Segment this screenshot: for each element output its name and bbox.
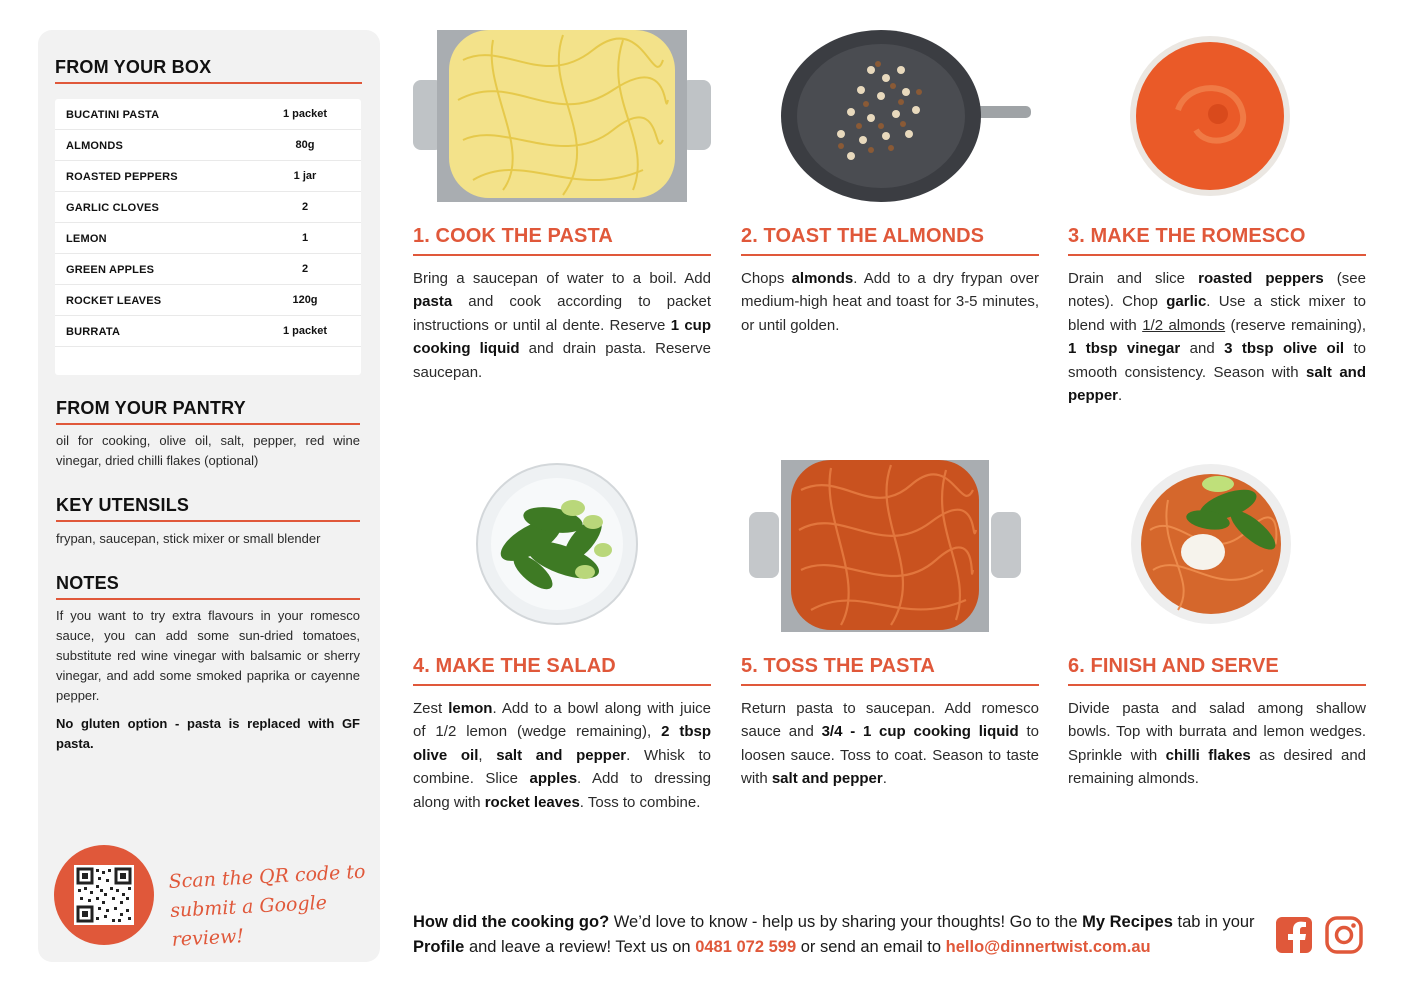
table-row — [55, 192, 361, 223]
body-text: . Use a stick mixer to blend with — [1068, 293, 1366, 334]
bold-ingredient: 3 tbsp olive oil — [1224, 340, 1345, 358]
body-text: Drain and slice — [1068, 270, 1199, 287]
ingredient-name: GREEN APPLES — [66, 264, 155, 276]
ingredient-name: ROCKET LEAVES — [66, 295, 162, 307]
bold-ingredient: salt and pepper — [1068, 363, 1366, 405]
step-body — [741, 267, 1039, 337]
phone-link[interactable]: 0481 072 599 — [695, 938, 797, 956]
body-text: Zest — [413, 700, 449, 717]
body-text: . Whisk to combine. Slice — [413, 746, 711, 788]
step-title-rule — [413, 254, 711, 256]
body-text: . Add to a dry frypan over medium-high heat and toast for 3-5 minutes, or until golden. — [741, 270, 1040, 334]
bold-ingredient: rocket leaves — [484, 793, 580, 811]
step-body — [741, 697, 1039, 791]
ingredient-qty: 120g — [292, 294, 318, 306]
bold-ingredient: pasta — [413, 293, 453, 311]
step-title-rule — [1068, 684, 1366, 686]
body-text: . — [882, 770, 887, 788]
utensils-text: frypan, saucepan, stick mixer or small blender — [56, 531, 321, 546]
from-your-pantry-heading: FROM YOUR PANTRY — [56, 398, 246, 418]
ingredient-name: GARLIC CLOVES — [66, 202, 160, 214]
footer-question: How did the cooking go? — [413, 913, 610, 931]
sauced-pasta-pot-photo — [741, 460, 1039, 632]
step-title: 3. MAKE THE ROMESCO — [1068, 225, 1306, 247]
my-recipes-link[interactable]: My Recipes — [1082, 913, 1173, 931]
qr-caption-line2: submit a Google review! — [169, 891, 328, 951]
table-row — [55, 316, 361, 347]
plated-dish-photo — [1068, 460, 1366, 632]
step-body — [413, 697, 711, 814]
step-title-rule — [1068, 254, 1366, 256]
step-body — [413, 267, 711, 384]
body-text: Return pasta to saucepan. Add romesco sauce and — [741, 700, 1039, 741]
ingredient-name: BUCATINI PASTA — [66, 109, 160, 121]
qr-badge[interactable] — [54, 845, 154, 945]
table-row — [55, 161, 361, 192]
qr-code-icon — [74, 865, 134, 925]
gluten-option-text: No gluten option - pasta is replaced with GF pasta. — [56, 716, 360, 751]
notes-text: If you want to try extra flavours in your romesco sauce, you can add some sun-dried tomatoes, substitute red wine vinegar with balsamic or sherry vinegar, and add some smoked paprika or cayenne pepper. — [56, 608, 360, 703]
step-title: 5. TOSS THE PASTA — [741, 655, 935, 677]
body-text: and drain pasta. Reserve saucepan. — [413, 340, 711, 381]
bold-ingredient: chilli flakes — [1165, 746, 1251, 764]
table-row — [55, 223, 361, 254]
pantry-text: oil for cooking, olive oil, salt, pepper, red wine vinegar, dried chilli flakes (optional) — [56, 433, 360, 468]
bold-ingredient: salt and pepper — [771, 770, 883, 788]
body-text: and cook according to packet instructions or until al dente. Reserve — [413, 293, 711, 334]
body-text: , — [478, 746, 497, 764]
profile-link[interactable]: Profile — [413, 938, 465, 956]
step-title-rule — [741, 254, 1039, 256]
utensils-heading-rule — [56, 520, 360, 522]
step-title: 1. COOK THE PASTA — [413, 225, 613, 247]
body-text: as desired and remaining almonds. — [1068, 746, 1367, 788]
body-text: . Add to dressing along with — [413, 770, 711, 811]
bold-ingredient: almonds — [791, 270, 854, 287]
bold-ingredient: garlic — [1166, 293, 1207, 311]
body-text: Bring a saucepan of water to a boil. Add — [413, 270, 711, 287]
romesco-bowl-photo — [1068, 30, 1366, 202]
box-ingredients-table — [55, 99, 361, 375]
qr-caption-line1: Scan the QR code to — [168, 860, 366, 893]
key-utensils-heading: KEY UTENSILS — [56, 495, 190, 515]
body-text: . — [1118, 387, 1123, 405]
table-row — [55, 254, 361, 285]
step-title: 6. FINISH AND SERVE — [1068, 655, 1279, 677]
box-heading-rule — [55, 82, 362, 84]
frypan-almonds-photo — [741, 30, 1039, 202]
body-text: to loosen sauce. Toss to coat. Season to taste with — [741, 723, 1040, 788]
ingredient-qty: 80g — [295, 139, 315, 151]
body-text: . Add to a bowl along with juice of 1/2 lemon (wedge remaining), — [413, 700, 711, 741]
step-title: 4. MAKE THE SALAD — [413, 655, 616, 677]
step-body — [1068, 267, 1366, 407]
ingredient-qty: 1 packet — [282, 108, 328, 120]
ingredient-qty: 2 — [301, 263, 309, 275]
body-text: and — [1180, 340, 1225, 358]
ingredient-name: ROASTED PEPPERS — [66, 171, 178, 183]
ingredient-name: BURRATA — [66, 326, 121, 338]
table-row — [55, 130, 361, 161]
underlined-text: 1/2 almonds — [1142, 316, 1226, 334]
ingredient-name: ALMONDS — [66, 140, 124, 152]
facebook-icon[interactable] — [1275, 916, 1313, 954]
bold-ingredient: salt and pepper — [496, 746, 627, 764]
pasta-pot-photo — [413, 30, 711, 202]
step-title: 2. TOAST THE ALMONDS — [741, 225, 985, 247]
qr-caption — [168, 858, 372, 955]
bold-ingredient: roasted peppers — [1198, 270, 1324, 287]
bold-ingredient: 1 tbsp vinegar — [1068, 340, 1181, 358]
bold-ingredient: 1 cup cooking liquid — [413, 316, 711, 358]
bold-ingredient: 3/4 - 1 cup cooking liquid — [821, 723, 1019, 741]
footer-text-2: tab in your — [1172, 913, 1255, 931]
notes-heading: NOTES — [56, 573, 120, 593]
body-text: Divide pasta and salad among shallow bowls. Top with burrata and lemon wedges. Sprinkle with — [1068, 700, 1366, 764]
email-link[interactable]: hello@dinnertwist.com.au — [945, 938, 1151, 956]
ingredient-name: LEMON — [66, 233, 107, 245]
instagram-icon[interactable] — [1325, 916, 1363, 954]
step-title-rule — [413, 684, 711, 686]
body-text: (see notes). Chop — [1068, 270, 1366, 311]
ingredient-qty: 1 packet — [282, 325, 328, 337]
table-row — [55, 285, 361, 316]
step-title-rule — [741, 684, 1039, 686]
footer-text-1: We’d love to know - help us by sharing your thoughts! Go to the — [609, 913, 1083, 931]
body-text: . Toss to combine. — [579, 793, 701, 811]
table-row — [55, 99, 361, 130]
body-text: Chops — [741, 270, 792, 287]
notes-heading-rule — [56, 598, 360, 600]
footer-text-3: and leave a review! Text us on — [464, 938, 696, 956]
salad-bowl-photo — [413, 460, 711, 632]
bold-ingredient: apples — [529, 770, 578, 788]
pantry-heading-rule — [56, 423, 360, 425]
step-body — [1068, 697, 1366, 791]
ingredient-qty: 1 — [301, 232, 309, 244]
ingredient-qty: 2 — [301, 201, 309, 213]
bold-ingredient: lemon — [448, 700, 493, 717]
body-text: (reserve remaining), — [1225, 316, 1366, 334]
review-footer — [413, 910, 1263, 960]
bold-ingredient: 2 tbsp olive oil — [413, 723, 711, 764]
body-text: to smooth consistency. Season with — [1068, 340, 1366, 381]
footer-text-4: or send an email to — [796, 938, 946, 956]
ingredient-qty: 1 jar — [293, 170, 317, 182]
from-your-box-heading: FROM YOUR BOX — [55, 57, 212, 77]
